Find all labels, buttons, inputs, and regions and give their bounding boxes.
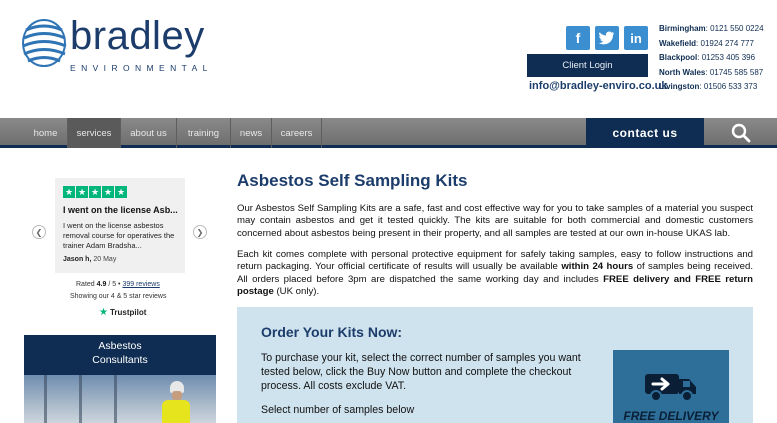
intro-paragraph: Our Asbestos Self Sampling Kits are a safe, fast and cost effective way for you to take samples of a material you suspect may contain asbestos and get it tested quickly. The kits are suitable for both commercial and domestic customers concerned about asbestos being present in their property, and all samples are tested at our own in-house UKAS lab. xyxy=(237,203,753,239)
review-author-name: Jason h, xyxy=(63,256,92,263)
kit-details-paragraph xyxy=(237,249,753,299)
delivery-truck-icon xyxy=(643,368,699,402)
location-phone[interactable]: 01924 274 777 xyxy=(700,38,754,48)
page-title: Asbestos Self Sampling Kits xyxy=(237,171,468,190)
showing-reviews-note: Showing our 4 & 5 star reviews xyxy=(70,293,167,300)
location-city: Livingston xyxy=(659,82,700,92)
search-glyph xyxy=(731,123,751,143)
contact-us-button[interactable]: contact us xyxy=(586,118,704,148)
select-samples-label: Select number of samples below xyxy=(261,404,415,416)
location-phone[interactable]: 01253 405 396 xyxy=(701,53,756,63)
location-phone[interactable]: 01745 585 587 xyxy=(709,67,764,77)
kit-details-text-c: of samples being received. All orders placed before 3pm are dispatched the same working day and includes xyxy=(237,261,753,285)
nav-item-about-us[interactable]: about us xyxy=(121,118,177,148)
trustpilot-star-icon: ★ xyxy=(99,307,108,318)
nav-item-home[interactable]: home xyxy=(24,118,68,148)
free-delivery-text: FREE DELIVERY xyxy=(623,409,719,423)
search-icon[interactable] xyxy=(704,118,777,148)
asbestos-consultants-tile[interactable] xyxy=(24,335,216,423)
location-row: Blackpool: 01253 405 396 xyxy=(659,53,756,63)
star-icon: ★ xyxy=(90,186,100,197)
free-delivery-badge xyxy=(613,350,729,423)
kit-details-text-a: Each kit comes complete with personal protective equipment for safely taking samples, easy to follow instructions and return packaging. Your official certificate of results will usually be available xyxy=(237,249,753,273)
worker-face xyxy=(172,391,182,400)
photo-beam xyxy=(114,375,117,423)
order-title: Order Your Kits Now: xyxy=(261,324,403,340)
brand-tagline: ENVIRONMENTAL xyxy=(70,63,213,73)
twitter-icon[interactable] xyxy=(595,26,619,50)
location-row: Livingston: 01506 533 373 xyxy=(659,82,758,92)
globe-logo-icon xyxy=(22,18,68,68)
consultants-label xyxy=(24,339,216,367)
location-city: Birmingham xyxy=(659,24,706,33)
rating-summary xyxy=(76,281,160,288)
location-phone[interactable]: 0121 550 0224 xyxy=(710,24,764,33)
star-icon: ★ xyxy=(77,186,87,197)
trustpilot-name: Trustpilot xyxy=(109,308,147,317)
star-icon: ★ xyxy=(103,186,113,197)
photo-beam xyxy=(79,375,82,423)
location-row: Birmingham: 0121 550 0224 xyxy=(659,24,764,33)
facebook-glyph: f xyxy=(575,30,581,46)
client-login-button[interactable]: Client Login xyxy=(527,54,648,77)
review-count-link[interactable]: 399 reviews xyxy=(122,281,160,288)
order-kits-panel xyxy=(237,307,753,423)
bradley-logo[interactable] xyxy=(22,14,213,78)
kit-details-text-e: (UK only). xyxy=(273,286,320,298)
site-header xyxy=(0,0,777,118)
nav-item-services[interactable]: services xyxy=(68,118,121,148)
consultants-label-line2: Consultants xyxy=(92,354,148,366)
carousel-prev-button[interactable] xyxy=(32,225,46,239)
main-nav xyxy=(0,118,777,148)
review-body: I went on the license asbestos removal course for operatives the trainer Adam Bradsha... xyxy=(63,221,175,250)
linkedin-glyph: in xyxy=(630,30,642,46)
location-row: Wakefield: 01924 274 777 xyxy=(659,38,754,48)
trustpilot-review-card[interactable] xyxy=(55,178,185,273)
trustpilot-logo[interactable] xyxy=(99,307,146,318)
email-link[interactable]: info@bradley-enviro.co.uk xyxy=(529,80,668,92)
rating-value: 4.9 xyxy=(96,281,107,288)
review-author xyxy=(63,256,116,263)
rating-prefix: Rated xyxy=(76,281,95,288)
brand-name: bradley xyxy=(70,14,205,58)
chevron-left-icon: ❮ xyxy=(35,227,43,237)
twitter-bird-glyph xyxy=(599,31,615,45)
star-icon: ★ xyxy=(64,186,74,197)
hi-vis-vest xyxy=(162,400,190,423)
photo-beam xyxy=(44,375,47,423)
review-date: 20 May xyxy=(93,256,117,263)
nav-item-news[interactable]: news xyxy=(231,118,272,148)
location-phone[interactable]: 01506 533 373 xyxy=(703,82,758,92)
nav-item-careers[interactable]: careers xyxy=(272,118,322,148)
linkedin-icon[interactable] xyxy=(624,26,648,50)
carousel-next-button[interactable] xyxy=(193,225,207,239)
location-city: North Wales xyxy=(659,67,706,77)
order-instructions: To purchase your kit, select the correct number of samples you want tested below, click the Buy Now button and complete the checkout process. All costs exclude VAT. xyxy=(261,352,581,392)
location-city: Wakefield xyxy=(659,38,697,48)
facebook-icon[interactable] xyxy=(566,26,590,50)
location-row: North Wales: 01745 585 587 xyxy=(659,67,764,77)
star-icon: ★ xyxy=(116,186,126,197)
nav-item-training[interactable]: training xyxy=(177,118,231,148)
review-title: I went on the license Asb... xyxy=(63,205,178,215)
location-city: Blackpool xyxy=(659,53,698,63)
kit-details-24-hours: within 24 hours xyxy=(561,261,634,273)
chevron-right-icon: ❯ xyxy=(196,227,204,237)
kit-details-free-delivery: FREE delivery and FREE return postage xyxy=(237,273,753,298)
consultants-label-line1: Asbestos xyxy=(98,340,142,352)
review-stars xyxy=(63,186,127,198)
office-locations xyxy=(659,22,764,95)
consultant-photo xyxy=(24,375,216,423)
rating-suffix: / 5 • xyxy=(108,281,121,288)
